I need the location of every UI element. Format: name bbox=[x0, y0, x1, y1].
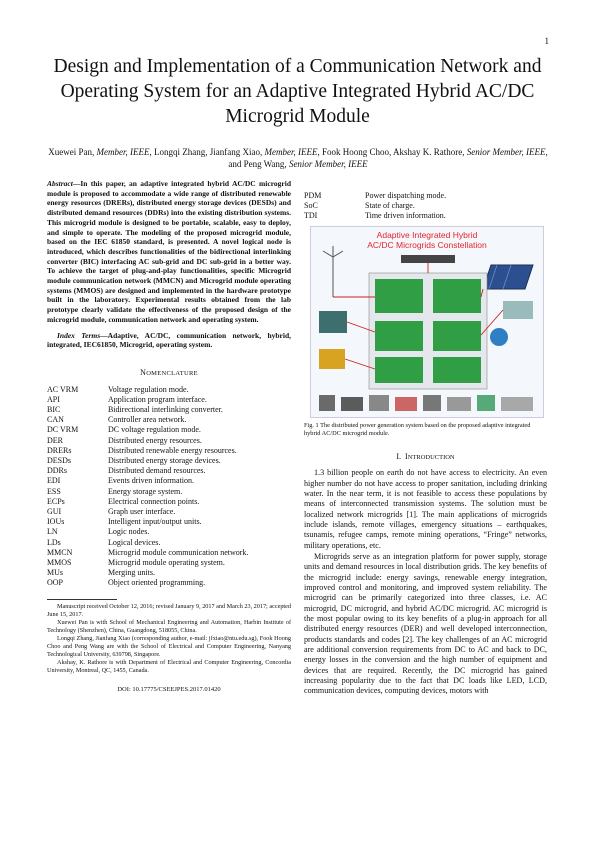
nomenclature-definition: Voltage regulation mode. bbox=[108, 384, 189, 394]
microgrid-modules bbox=[369, 273, 487, 389]
figure-caption: Fig. 1 The distributed power generation system based on the proposed adaptive integrated hybrid AC/DC microgrid module. bbox=[304, 421, 531, 437]
module-4 bbox=[433, 321, 481, 351]
nomenclature-abbr: DRERs bbox=[47, 445, 72, 455]
nomenclature-definition: Distributed demand resources. bbox=[108, 466, 206, 476]
nomenclature-definition: Intelligent input/output units. bbox=[108, 517, 202, 527]
nomenclature-definition: Distributed renewable energy resources. bbox=[108, 445, 237, 455]
nomenclature-definition: Graph user interface. bbox=[108, 506, 176, 516]
microgrid-diagram bbox=[311, 227, 543, 417]
nomenclature-definition: Logic nodes. bbox=[108, 527, 150, 537]
nomenclature-definition: Controller area network. bbox=[108, 415, 187, 425]
nomenclature-row bbox=[47, 487, 248, 497]
doi: DOI: 10.17775/CSEEJPES.2017.01420 bbox=[117, 685, 221, 693]
nomenclature-abbr: LDs bbox=[47, 537, 61, 547]
abstract-label: Abstract bbox=[47, 179, 73, 188]
nomenclature-abbr: DC VRM bbox=[47, 425, 79, 435]
module-2 bbox=[433, 279, 481, 313]
load-devices bbox=[319, 395, 533, 411]
author-3: , Fook Hoong Choo, Akshay K. Rathore, bbox=[317, 147, 467, 157]
introduction-body bbox=[304, 468, 547, 697]
nomenclature-row bbox=[47, 497, 248, 507]
author-4: , and Peng Wang, bbox=[228, 147, 548, 169]
intro-paragraph-1: 1.3 billion people on earth do not have access to electricity. An even higher number do not have access to proper sanitation, including drinking water. In the near term, it is not feasible to access these populations by means of interconnected transmission systems. The solution must be localized network microgrids [1]. The main applications of microgrids include islands, remote villages, emergency situations – earthquakes, tsunamis, refugee camps, remote mining operations, “Fringe” networks, military operations, etc. bbox=[304, 468, 547, 550]
nomenclature-row bbox=[47, 385, 248, 395]
section-heading-introduction: I. INTRODUCTION bbox=[396, 451, 455, 461]
solar-panel-icon bbox=[483, 265, 533, 289]
nomenclature-abbr: OOP bbox=[47, 578, 64, 588]
nomenclature-definition: Time driven information. bbox=[365, 211, 446, 221]
nomenclature-definition: Microgrid module operating system. bbox=[108, 558, 225, 567]
author-1-role: Member, IEEE bbox=[96, 147, 150, 157]
nomenclature-definition: Energy storage system. bbox=[108, 486, 183, 496]
nomenclature-abbr: MMOS bbox=[47, 558, 72, 567]
nomenclature-definition: Object oriented programming. bbox=[108, 578, 206, 588]
nomenclature-abbr: CAN bbox=[47, 415, 64, 425]
nomenclature-definition: Merging units. bbox=[108, 568, 155, 578]
nomenclature-definition: DC voltage regulation mode. bbox=[108, 425, 201, 435]
nomenclature-definition: Bidirectional interlinking converter. bbox=[108, 404, 223, 414]
figure-title-line2: AC/DC Microgrids Constellation bbox=[367, 239, 487, 250]
nomenclature-row bbox=[47, 548, 248, 558]
nomenclature-row bbox=[47, 395, 248, 405]
nomenclature-row bbox=[47, 436, 248, 446]
nomenclature-definition: Application program interface. bbox=[108, 394, 207, 404]
footnote-3: Longqi Zhang, Jianfang Xiao (corresponding author, e-mail: jfxiao@ntu.edu.sg), Fook Hoong Choo and Peng Wang are with the School of Electrical and Computer Engineering, Nanyang Technological University, 639798, Singapore. bbox=[47, 634, 291, 658]
nomenclature-row bbox=[47, 476, 248, 486]
generator-icon bbox=[319, 311, 347, 333]
paper-title: Design and Implementation of a Communication Network and Operating System for an Adaptive Integrated Hybrid AC/DC Microgrid Module bbox=[53, 56, 542, 127]
nomenclature-definition: State of charge. bbox=[365, 201, 415, 211]
nomenclature-row bbox=[47, 466, 248, 476]
ev-charger-icon bbox=[490, 328, 508, 346]
footnote-1: Manuscript received October 12, 2016; revised January 9, 2017 and March 23, 2017; accepted June 15, 2017. bbox=[47, 602, 291, 618]
author-2: , Longqi Zhang, Jianfang Xiao, bbox=[149, 147, 265, 157]
nomenclature-table bbox=[47, 385, 248, 589]
nomenclature-definition: Power dispatching mode. bbox=[365, 191, 447, 200]
author-1: Xuewei Pan, bbox=[48, 147, 97, 157]
index-terms-label: Index Terms bbox=[57, 330, 101, 340]
footnotes bbox=[47, 603, 291, 675]
nomenclature-row bbox=[47, 568, 248, 578]
nomenclature-row bbox=[47, 517, 248, 527]
page-number: 1 bbox=[544, 36, 549, 46]
nomenclature-abbr: API bbox=[47, 394, 60, 404]
intro-paragraph-2: Microgrids serve as an integration platform for power supply, storage units and demand resources in local distribution grids. The key benefits of the microgrid include: energy savings, renewable energy integration, improved control and monitoring, and improved system reliability. The microgrid can be primarily categorized into three classes, i.e. AC microgrid, DC microgrid, and hybrid AC/DC microgrid. AC microgrid is the most popular owing to its key benefits of a plug-in approach for all distributed energy resources (DER) and well developed interconnection, products standards and codes [2]. The key challenges of an AC microgrid are additional conversion requirements from DC to AC and back to DC, energy losses in the conversion and the high number of equipment and devices that are required. Recently, the DC microgrid has gained increasing popularity due to the fact that DC loads like LED, LCD, communication devices, computing devices, motors with bbox=[304, 551, 547, 696]
nomenclature-abbr: PDM bbox=[304, 191, 322, 200]
nomenclature-row bbox=[47, 558, 248, 568]
nomenclature-definition: Distributed energy resources. bbox=[108, 435, 202, 445]
nomenclature-row bbox=[47, 405, 248, 415]
nomenclature-definition: Distributed energy storage devices. bbox=[108, 455, 221, 465]
nomenclature-abbr: MUs bbox=[47, 568, 64, 578]
author-list bbox=[48, 146, 548, 170]
module-5 bbox=[375, 357, 423, 383]
battery-icon bbox=[503, 301, 533, 319]
nomenclature-abbr: IOUs bbox=[47, 517, 65, 527]
nomenclature-heading: NOMENCLATURE bbox=[140, 367, 198, 377]
nomenclature-abbr: LN bbox=[47, 527, 58, 537]
nomenclature-row bbox=[47, 578, 248, 588]
author-2-role: Member, IEEE bbox=[264, 147, 318, 157]
module-6 bbox=[433, 357, 481, 383]
nomenclature-definition: Microgrid module communication network. bbox=[108, 547, 249, 557]
nomenclature-abbr: AC VRM bbox=[47, 384, 79, 394]
nomenclature-row bbox=[47, 425, 248, 435]
nomenclature-abbr: GUI bbox=[47, 506, 62, 516]
wind-turbine-icon bbox=[323, 246, 343, 297]
nomenclature-table-continued bbox=[304, 191, 446, 222]
nomenclature-row bbox=[47, 446, 248, 456]
nomenclature-abbr: BIC bbox=[47, 404, 61, 414]
nomenclature-abbr: TDI bbox=[304, 211, 318, 221]
footnote-4: Akshay, K. Rathore is with Department of Electrical and Computer Engineering, Concordia University, Montreal, QC, 1455, Canada. bbox=[47, 658, 291, 674]
index-terms-text: —Adaptive, AC/DC, communication network, hybrid, integrated, IEC61850, Microgrid, operating system. bbox=[47, 330, 291, 350]
index-terms bbox=[47, 331, 291, 350]
right-column bbox=[304, 191, 547, 698]
nomenclature-row bbox=[47, 527, 248, 537]
figure-1 bbox=[310, 226, 544, 418]
nomenclature-definition: Electrical connection points. bbox=[108, 496, 200, 506]
abstract bbox=[47, 179, 291, 325]
nomenclature-abbr: SoC bbox=[304, 201, 318, 211]
nomenclature-row bbox=[47, 415, 248, 425]
network-switch-icon bbox=[401, 255, 455, 263]
nomenclature-row bbox=[304, 191, 446, 201]
nomenclature-definition: Events driven information. bbox=[108, 476, 194, 486]
author-3-role: Senior Member, IEEE bbox=[466, 147, 546, 157]
nomenclature-row bbox=[47, 507, 248, 517]
module-1 bbox=[375, 279, 423, 313]
nomenclature-row bbox=[304, 201, 446, 211]
figure-title-line1: Adaptive Integrated Hybrid bbox=[376, 229, 478, 240]
nomenclature-row bbox=[47, 538, 248, 548]
nomenclature-definition: Logical devices. bbox=[108, 537, 161, 547]
abstract-text: —In this paper, an adaptive integrated hybrid AC/DC microgrid module is proposed to accommodate a wide range of distributed renewable energy resources (DRERs), distributed energy storage devices (DESDs) and distributed demand resources (DDRs) into the existing distribution systems. This microgrid module is designed to be portable, scalable, easy to deploy, and simple to operate. The modeling of the proposed microgrid module, based on the IEC 61850 standard, is presented. A novel logical node is introduced, which describes functionalities of the bidirectional interlinking converter (BIC) interfacing AC sub-grid and DC sub-grid in a better way. To achieve the target of plug-and-play functionalities, specific Microgrid module communication network (MMCN) and Microgrid module operating systems (MMOS) are designed and implemented in the hardware prototype built in the laboratory. Experimental results obtained from the lab prototype clearly validate the effectiveness of the proposed design of the microgrid module, communication network and operating system. bbox=[47, 179, 291, 324]
left-column bbox=[47, 179, 291, 694]
footnote-rule bbox=[47, 599, 117, 600]
diesel-generator-icon bbox=[319, 349, 345, 369]
nomenclature-abbr: EDI bbox=[47, 476, 61, 486]
nomenclature-row bbox=[304, 211, 446, 221]
author-4-role: Senior Member, IEEE bbox=[288, 159, 368, 169]
nomenclature-abbr: DER bbox=[47, 435, 63, 445]
nomenclature-abbr: DDRs bbox=[47, 466, 68, 476]
nomenclature-abbr: DESDs bbox=[47, 455, 72, 465]
module-3 bbox=[375, 321, 423, 351]
nomenclature-abbr: ESS bbox=[47, 486, 61, 496]
nomenclature-row bbox=[47, 456, 248, 466]
nomenclature-abbr: MMCN bbox=[47, 547, 73, 557]
nomenclature-abbr: ECPs bbox=[47, 496, 65, 506]
footnote-2: Xuewei Pan is with School of Mechanical Engineering and Automation, Harbin Institute of Technology (Shenzhen), China, Guangdong, 518055, China. bbox=[47, 618, 291, 634]
